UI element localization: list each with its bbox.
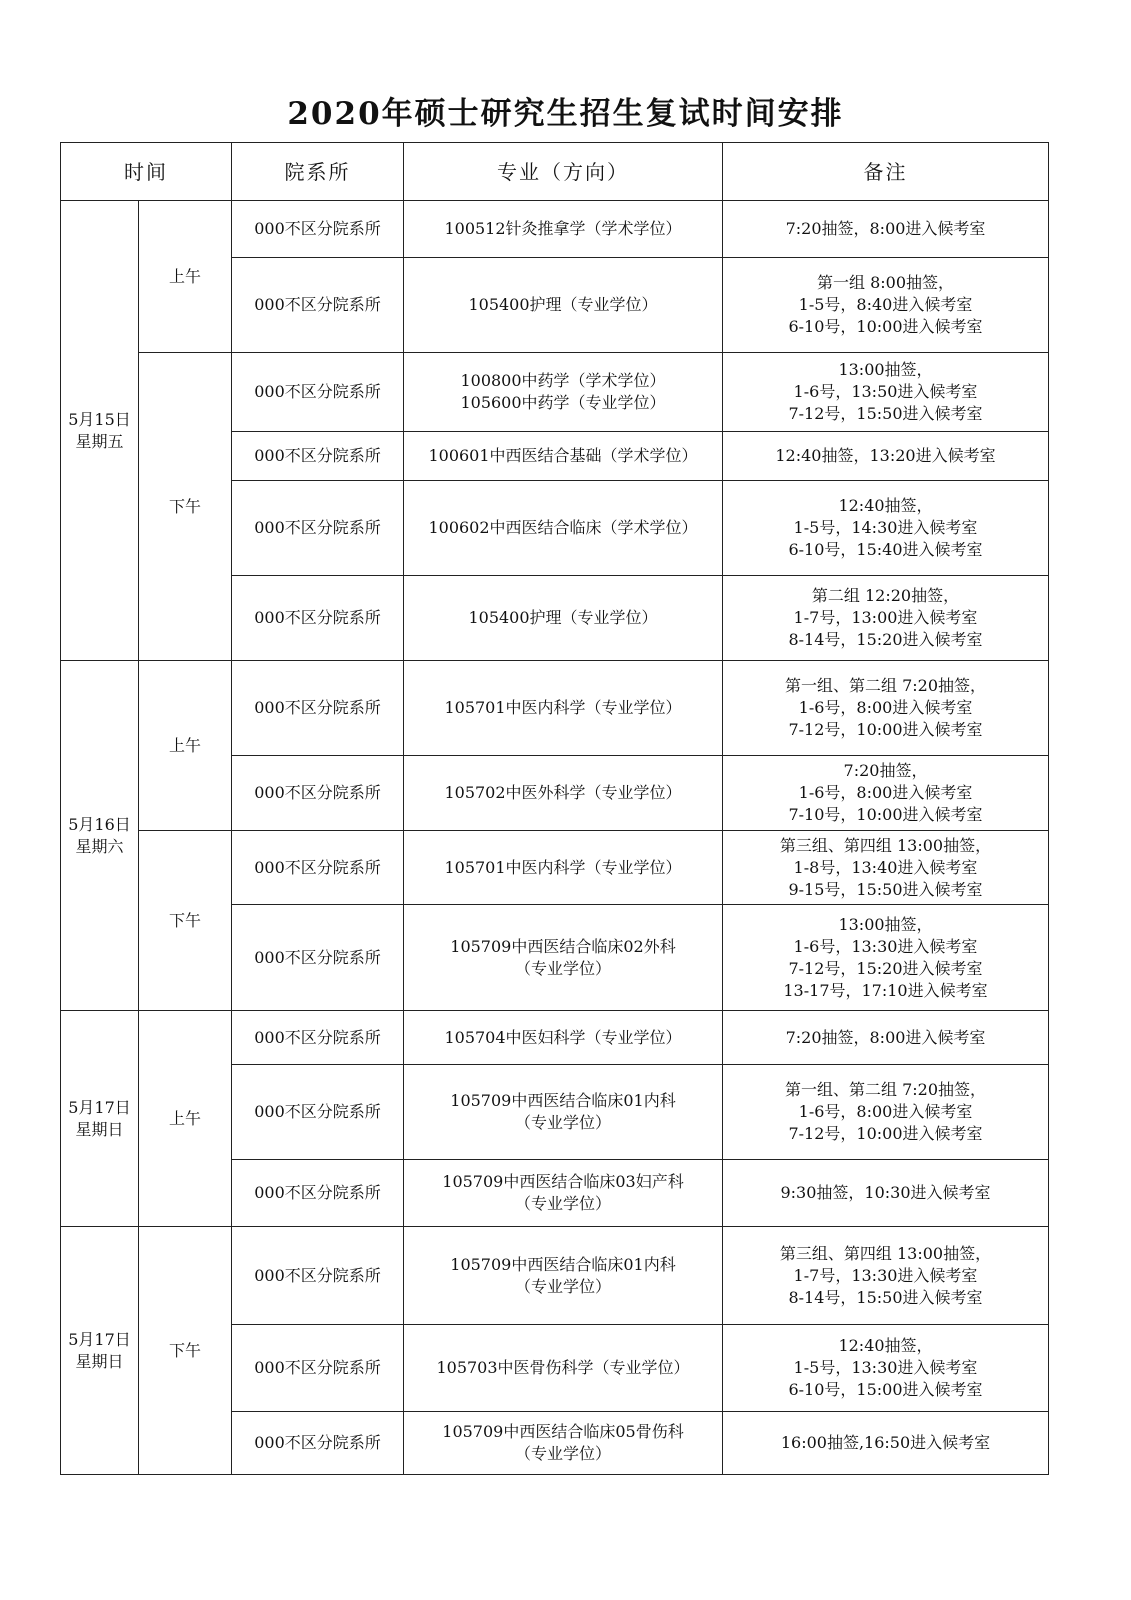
dept-cell: 000不区分院系所 [232, 1160, 404, 1227]
major-cell: 105709中西医结合临床03妇产科 （专业学位） [404, 1160, 723, 1227]
schedule-body [61, 201, 1049, 1475]
dept-cell: 000不区分院系所 [232, 576, 404, 661]
date-cell: 5月17日 星期日 [61, 1227, 139, 1475]
dept-cell: 000不区分院系所 [232, 481, 404, 576]
period-cell: 上午 [139, 1011, 232, 1227]
header-time: 时间 [61, 143, 232, 201]
major-cell: 100512针灸推拿学（学术学位） [404, 201, 723, 258]
major-cell: 100602中西医结合临床（学术学位） [404, 481, 723, 576]
date-cell: 5月16日 星期六 [61, 661, 139, 1011]
major-cell: 105709中西医结合临床05骨伤科 （专业学位） [404, 1412, 723, 1475]
header-major: 专业（方向） [404, 143, 723, 201]
dept-cell: 000不区分院系所 [232, 258, 404, 353]
table-row [61, 201, 1049, 258]
note-cell: 13:00抽签， 1-6号，13:50进入候考室 7-12号，15:50进入候考室 [723, 353, 1049, 432]
major-cell: 105709中西医结合临床01内科 （专业学位） [404, 1065, 723, 1160]
period-cell: 上午 [139, 201, 232, 353]
major-cell: 105702中医外科学（专业学位） [404, 756, 723, 831]
dept-cell: 000不区分院系所 [232, 1412, 404, 1475]
period-cell: 上午 [139, 661, 232, 831]
major-cell: 105400护理（专业学位） [404, 576, 723, 661]
table-row [61, 1011, 1049, 1065]
note-cell: 7:20抽签， 1-6号，8:00进入候考室 7-10号，10:00进入候考室 [723, 756, 1049, 831]
dept-cell: 000不区分院系所 [232, 831, 404, 905]
dept-cell: 000不区分院系所 [232, 1011, 404, 1065]
date-cell: 5月17日 星期日 [61, 1011, 139, 1227]
note-cell: 第一组、第二组 7:20抽签， 1-6号，8:00进入候考室 7-12号，10:00进入候考室 [723, 661, 1049, 756]
major-cell: 100601中西医结合基础（学术学位） [404, 432, 723, 481]
dept-cell: 000不区分院系所 [232, 661, 404, 756]
dept-cell: 000不区分院系所 [232, 353, 404, 432]
schedule-table [60, 142, 1049, 1475]
period-cell: 下午 [139, 353, 232, 661]
note-cell: 12:40抽签， 1-5号，13:30进入候考室 6-10号，15:00进入候考室 [723, 1325, 1049, 1412]
note-cell: 9:30抽签，10:30进入候考室 [723, 1160, 1049, 1227]
dept-cell: 000不区分院系所 [232, 905, 404, 1011]
dept-cell: 000不区分院系所 [232, 1227, 404, 1325]
note-cell: 12:40抽签，13:20进入候考室 [723, 432, 1049, 481]
note-cell: 12:40抽签， 1-5号，14:30进入候考室 6-10号，15:40进入候考室 [723, 481, 1049, 576]
note-cell: 13:00抽签， 1-6号，13:30进入候考室 7-12号，15:20进入候考室 13-17号，17:10进入候考室 [723, 905, 1049, 1011]
dept-cell: 000不区分院系所 [232, 756, 404, 831]
note-cell: 7:20抽签，8:00进入候考室 [723, 201, 1049, 258]
major-cell: 105704中医妇科学（专业学位） [404, 1011, 723, 1065]
header-note: 备注 [723, 143, 1049, 201]
dept-cell: 000不区分院系所 [232, 432, 404, 481]
major-cell: 105400护理（专业学位） [404, 258, 723, 353]
major-cell: 105701中医内科学（专业学位） [404, 831, 723, 905]
dept-cell: 000不区分院系所 [232, 1325, 404, 1412]
note-cell: 16:00抽签,16:50进入候考室 [723, 1412, 1049, 1475]
note-cell: 第一组 8:00抽签， 1-5号，8:40进入候考室 6-10号，10:00进入候考室 [723, 258, 1049, 353]
table-row [61, 353, 1049, 432]
major-cell: 105701中医内科学（专业学位） [404, 661, 723, 756]
dept-cell: 000不区分院系所 [232, 1065, 404, 1160]
date-cell: 5月15日 星期五 [61, 201, 139, 661]
major-cell: 105709中西医结合临床01内科 （专业学位） [404, 1227, 723, 1325]
major-cell: 105709中西医结合临床02外科 （专业学位） [404, 905, 723, 1011]
page-title: 2020年硕士研究生招生复试时间安排 [287, 96, 844, 132]
table-row [61, 661, 1049, 756]
period-cell: 下午 [139, 1227, 232, 1475]
period-cell: 下午 [139, 831, 232, 1011]
note-cell: 第一组、第二组 7:20抽签， 1-6号，8:00进入候考室 7-12号，10:00进入候考室 [723, 1065, 1049, 1160]
major-cell: 100800中药学（学术学位） 105600中药学（专业学位） [404, 353, 723, 432]
table-row [61, 831, 1049, 905]
major-cell: 105703中医骨伤科学（专业学位） [404, 1325, 723, 1412]
note-cell: 第二组 12:20抽签， 1-7号，13:00进入候考室 8-14号，15:20进入候考室 [723, 576, 1049, 661]
note-cell: 第三组、第四组 13:00抽签， 1-8号，13:40进入候考室 9-15号，15:50进入候考室 [723, 831, 1049, 905]
note-cell: 第三组、第四组 13:00抽签， 1-7号，13:30进入候考室 8-14号，15:50进入候考室 [723, 1227, 1049, 1325]
header-dept: 院系所 [232, 143, 404, 201]
note-cell: 7:20抽签，8:00进入候考室 [723, 1011, 1049, 1065]
table-row [61, 1227, 1049, 1325]
dept-cell: 000不区分院系所 [232, 201, 404, 258]
